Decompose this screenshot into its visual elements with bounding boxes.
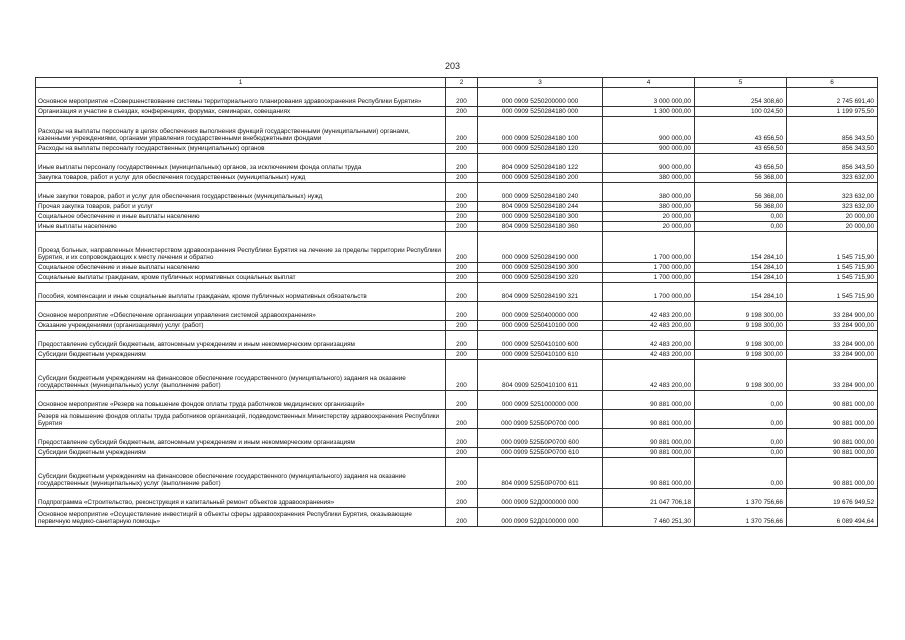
row-budget-code-cell: 000 0909 52Д0000000 000 <box>478 489 603 508</box>
row-admin-code-cell: 200 <box>446 321 478 331</box>
row-remaining-cell: 1 545 715,90 <box>787 273 878 283</box>
table-row <box>36 410 878 429</box>
row-approved-cell: 380 000,00 <box>603 202 695 212</box>
row-name-cell: Оказание учреждениями (организациями) услуг (работ) <box>36 321 446 331</box>
row-admin-code-cell: 200 <box>446 107 478 117</box>
row-budget-code-cell: 000 0909 5250410100 000 <box>478 321 603 331</box>
table-row <box>36 283 878 302</box>
row-executed-cell: 9 198 300,00 <box>695 360 787 391</box>
row-budget-code-cell: 000 0909 5250410100 600 <box>478 331 603 350</box>
table-row <box>36 489 878 508</box>
row-name-cell: Закупка товаров, работ и услуг для обеспечения государственных (муниципальных) нужд <box>36 173 446 183</box>
header-cell: 6 <box>787 78 878 88</box>
row-name-cell: Прочая закупка товаров, работ и услуг <box>36 202 446 212</box>
row-approved-cell: 42 483 200,00 <box>603 360 695 391</box>
row-approved-cell: 90 881 000,00 <box>603 391 695 410</box>
row-executed-cell: 43 656,50 <box>695 117 787 144</box>
row-executed-cell: 0,00 <box>695 212 787 222</box>
row-admin-code-cell: 200 <box>446 350 478 360</box>
row-approved-cell: 1 700 000,00 <box>603 283 695 302</box>
header-cell: 4 <box>603 78 695 88</box>
row-budget-code-cell: 804 0909 5250284180 122 <box>478 154 603 173</box>
table-row <box>36 88 878 107</box>
row-name-cell: Проезд больных, направленных Министерством здравоохранения Республики Бурятия на лечение за пределы территории Республики Бурятия, и их сопровождающих к месту лечения и обратно <box>36 232 446 263</box>
row-budget-code-cell: 000 0909 5250284180 240 <box>478 183 603 202</box>
row-executed-cell: 9 198 300,00 <box>695 302 787 321</box>
row-budget-code-cell: 000 0909 525Б0Р0700 610 <box>478 448 603 458</box>
table-row <box>36 154 878 173</box>
row-admin-code-cell: 200 <box>446 489 478 508</box>
row-budget-code-cell: 000 0909 5250284180 200 <box>478 173 603 183</box>
table-row <box>36 173 878 183</box>
row-executed-cell: 56 368,00 <box>695 173 787 183</box>
table-row <box>36 331 878 350</box>
row-remaining-cell: 90 881 000,00 <box>787 429 878 448</box>
header-cell: 1 <box>36 78 446 88</box>
row-remaining-cell: 90 881 000,00 <box>787 410 878 429</box>
row-approved-cell: 900 000,00 <box>603 117 695 144</box>
row-approved-cell: 380 000,00 <box>603 183 695 202</box>
row-admin-code-cell: 200 <box>446 117 478 144</box>
row-remaining-cell: 33 284 900,00 <box>787 321 878 331</box>
row-admin-code-cell: 200 <box>446 410 478 429</box>
table-row <box>36 232 878 263</box>
row-admin-code-cell: 200 <box>446 202 478 212</box>
row-approved-cell: 380 000,00 <box>603 173 695 183</box>
row-remaining-cell: 856 343,50 <box>787 154 878 173</box>
row-executed-cell: 0,00 <box>695 448 787 458</box>
row-budget-code-cell: 000 0909 5250284190 000 <box>478 232 603 263</box>
row-admin-code-cell: 200 <box>446 88 478 107</box>
table-row <box>36 429 878 448</box>
row-executed-cell: 154 284,10 <box>695 283 787 302</box>
row-budget-code-cell: 804 0909 5250410100 611 <box>478 360 603 391</box>
row-remaining-cell: 33 284 900,00 <box>787 350 878 360</box>
row-admin-code-cell: 200 <box>446 232 478 263</box>
row-approved-cell: 42 483 200,00 <box>603 302 695 321</box>
table-row <box>36 448 878 458</box>
row-executed-cell: 154 284,10 <box>695 263 787 273</box>
table-row <box>36 144 878 154</box>
page-number: 203 <box>444 61 461 71</box>
row-remaining-cell: 20 000,00 <box>787 212 878 222</box>
row-admin-code-cell: 200 <box>446 154 478 173</box>
row-executed-cell: 0,00 <box>695 429 787 448</box>
row-admin-code-cell: 200 <box>446 222 478 232</box>
row-executed-cell: 9 198 300,00 <box>695 321 787 331</box>
row-approved-cell: 42 483 200,00 <box>603 350 695 360</box>
row-name-cell: Иные выплаты населению <box>36 222 446 232</box>
row-budget-code-cell: 000 0909 5250284180 120 <box>478 144 603 154</box>
row-admin-code-cell: 200 <box>446 302 478 321</box>
row-executed-cell: 0,00 <box>695 410 787 429</box>
row-remaining-cell: 33 284 900,00 <box>787 360 878 391</box>
row-name-cell: Субсидии бюджетным учреждениям на финансовое обеспечение государственного (муниципального) задания на оказание государственных (муниципальных) услуг (выполнение работ) <box>36 360 446 391</box>
table-row <box>36 263 878 273</box>
row-budget-code-cell: 000 0909 5250284190 300 <box>478 263 603 273</box>
table-row <box>36 212 878 222</box>
row-approved-cell: 1 700 000,00 <box>603 232 695 263</box>
row-budget-code-cell: 000 0909 525Б0Р0700 600 <box>478 429 603 448</box>
row-executed-cell: 56 368,00 <box>695 183 787 202</box>
row-name-cell: Основное мероприятие «Обеспечение организации управления системой здравоохранения» <box>36 302 446 321</box>
row-name-cell: Основное мероприятие «Осуществление инвестиций в объекты сферы здравоохранения Республики Бурятия, оказывающие первичную медико-санитарную помощь» <box>36 508 446 527</box>
row-executed-cell: 1 370 756,66 <box>695 489 787 508</box>
row-name-cell: Подпрограмма «Строительство, реконструкция и капитальный ремонт объектов здравоохранения» <box>36 489 446 508</box>
row-name-cell: Иные закупки товаров, работ и услуг для обеспечения государственных (муниципальных) нужд <box>36 183 446 202</box>
row-name-cell: Предоставление субсидий бюджетным, автономным учреждениям и иным некоммерческим организациям <box>36 429 446 448</box>
row-remaining-cell: 1 199 975,50 <box>787 107 878 117</box>
row-executed-cell: 0,00 <box>695 222 787 232</box>
header-cell: 5 <box>695 78 787 88</box>
row-budget-code-cell: 000 0909 52Д0100000 000 <box>478 508 603 527</box>
row-admin-code-cell: 200 <box>446 458 478 489</box>
row-admin-code-cell: 200 <box>446 508 478 527</box>
row-name-cell: Организация и участие в съездах, конференциях, форумах, семинарах, совещаниях <box>36 107 446 117</box>
table-header-row <box>36 78 878 88</box>
row-admin-code-cell: 200 <box>446 273 478 283</box>
row-budget-code-cell: 000 0909 5250284190 320 <box>478 273 603 283</box>
row-approved-cell: 90 881 000,00 <box>603 429 695 448</box>
row-approved-cell: 900 000,00 <box>603 154 695 173</box>
table-row <box>36 302 878 321</box>
row-executed-cell: 56 368,00 <box>695 202 787 212</box>
row-approved-cell: 3 000 000,00 <box>603 88 695 107</box>
row-remaining-cell: 1 545 715,90 <box>787 263 878 273</box>
row-budget-code-cell: 000 0909 5250284180 000 <box>478 107 603 117</box>
row-approved-cell: 20 000,00 <box>603 222 695 232</box>
row-executed-cell: 9 198 300,00 <box>695 331 787 350</box>
row-remaining-cell: 856 343,50 <box>787 117 878 144</box>
row-approved-cell: 90 881 000,00 <box>603 448 695 458</box>
row-name-cell: Субсидии бюджетным учреждениям на финансовое обеспечение государственного (муниципального) задания на оказание государственных (муниципальных) услуг (выполнение работ) <box>36 458 446 489</box>
row-admin-code-cell: 200 <box>446 429 478 448</box>
row-admin-code-cell: 200 <box>446 360 478 391</box>
table-row <box>36 458 878 489</box>
row-budget-code-cell: 804 0909 525Б0Р0700 611 <box>478 458 603 489</box>
row-remaining-cell: 90 881 000,00 <box>787 448 878 458</box>
row-admin-code-cell: 200 <box>446 183 478 202</box>
row-admin-code-cell: 200 <box>446 283 478 302</box>
row-remaining-cell: 6 089 494,64 <box>787 508 878 527</box>
row-budget-code-cell: 804 0909 5250284190 321 <box>478 283 603 302</box>
row-executed-cell: 43 656,50 <box>695 144 787 154</box>
table-row <box>36 202 878 212</box>
row-executed-cell: 154 284,10 <box>695 232 787 263</box>
row-executed-cell: 154 284,10 <box>695 273 787 283</box>
row-approved-cell: 1 700 000,00 <box>603 273 695 283</box>
row-executed-cell: 43 656,50 <box>695 154 787 173</box>
row-name-cell: Расходы на выплаты персоналу в целях обеспечения выполнения функций государственными (муниципальными) органами, казенными учреждениями, органами управления государственными внебюджетными фондами <box>36 117 446 144</box>
row-approved-cell: 20 000,00 <box>603 212 695 222</box>
row-budget-code-cell: 000 0909 5250284180 100 <box>478 117 603 144</box>
row-budget-code-cell: 000 0909 5250400000 000 <box>478 302 603 321</box>
row-approved-cell: 1 300 000,00 <box>603 107 695 117</box>
row-admin-code-cell: 200 <box>446 173 478 183</box>
row-executed-cell: 254 308,60 <box>695 88 787 107</box>
budget-table <box>35 77 878 527</box>
row-admin-code-cell: 200 <box>446 144 478 154</box>
table-row <box>36 183 878 202</box>
row-name-cell: Основное мероприятие «Совершенствование системы территориального планирования здравоохранения Республики Бурятия» <box>36 88 446 107</box>
row-name-cell: Резерв на повышение фондов оплаты труда работников организаций, подведомственных Министерству здравоохранения Республики Бурятия <box>36 410 446 429</box>
row-budget-code-cell: 000 0909 5251000000 000 <box>478 391 603 410</box>
row-remaining-cell: 856 343,50 <box>787 144 878 154</box>
row-remaining-cell: 90 881 000,00 <box>787 391 878 410</box>
table-row <box>36 107 878 117</box>
row-name-cell: Социальное обеспечение и иные выплаты населению <box>36 212 446 222</box>
row-approved-cell: 90 881 000,00 <box>603 410 695 429</box>
row-remaining-cell: 323 632,00 <box>787 173 878 183</box>
row-approved-cell: 42 483 200,00 <box>603 331 695 350</box>
row-admin-code-cell: 200 <box>446 448 478 458</box>
row-remaining-cell: 90 881 000,00 <box>787 458 878 489</box>
row-executed-cell: 0,00 <box>695 458 787 489</box>
row-remaining-cell: 1 545 715,90 <box>787 232 878 263</box>
header-cell: 3 <box>478 78 603 88</box>
row-executed-cell: 0,00 <box>695 391 787 410</box>
row-name-cell: Предоставление субсидий бюджетным, автономным учреждениям и иным некоммерческим организациям <box>36 331 446 350</box>
header-cell: 2 <box>446 78 478 88</box>
row-executed-cell: 9 198 300,00 <box>695 350 787 360</box>
row-name-cell: Иные выплаты персоналу государственных (муниципальных) органов, за исключением фонда оплаты труда <box>36 154 446 173</box>
row-approved-cell: 42 483 200,00 <box>603 321 695 331</box>
row-approved-cell: 21 047 706,18 <box>603 489 695 508</box>
row-name-cell: Субсидии бюджетным учреждениям <box>36 448 446 458</box>
row-name-cell: Расходы на выплаты персоналу государственных (муниципальных) органов <box>36 144 446 154</box>
row-admin-code-cell: 200 <box>446 391 478 410</box>
table-row <box>36 222 878 232</box>
row-remaining-cell: 2 745 691,40 <box>787 88 878 107</box>
row-remaining-cell: 323 632,00 <box>787 202 878 212</box>
row-budget-code-cell: 000 0909 5250410100 610 <box>478 350 603 360</box>
row-remaining-cell: 19 676 949,52 <box>787 489 878 508</box>
row-remaining-cell: 1 545 715,90 <box>787 283 878 302</box>
row-name-cell: Социальное обеспечение и иные выплаты населению <box>36 263 446 273</box>
row-admin-code-cell: 200 <box>446 331 478 350</box>
row-approved-cell: 7 460 251,30 <box>603 508 695 527</box>
row-executed-cell: 1 370 756,66 <box>695 508 787 527</box>
row-remaining-cell: 33 284 900,00 <box>787 331 878 350</box>
row-name-cell: Субсидии бюджетным учреждениям <box>36 350 446 360</box>
row-remaining-cell: 20 000,00 <box>787 222 878 232</box>
row-budget-code-cell: 000 0909 525Б0Р0700 000 <box>478 410 603 429</box>
table-row <box>36 350 878 360</box>
row-approved-cell: 90 881 000,00 <box>603 458 695 489</box>
table-row <box>36 117 878 144</box>
table-row <box>36 360 878 391</box>
row-approved-cell: 900 000,00 <box>603 144 695 154</box>
row-remaining-cell: 33 284 900,00 <box>787 302 878 321</box>
row-admin-code-cell: 200 <box>446 263 478 273</box>
row-approved-cell: 1 700 000,00 <box>603 263 695 273</box>
row-name-cell: Пособия, компенсации и иные социальные выплаты гражданам, кроме публичных нормативных обязательств <box>36 283 446 302</box>
row-budget-code-cell: 804 0909 5250284180 244 <box>478 202 603 212</box>
table-row <box>36 391 878 410</box>
row-budget-code-cell: 000 0909 5250200000 000 <box>478 88 603 107</box>
row-executed-cell: 100 024,50 <box>695 107 787 117</box>
table-row <box>36 321 878 331</box>
table-row <box>36 508 878 527</box>
row-admin-code-cell: 200 <box>446 212 478 222</box>
row-remaining-cell: 323 632,00 <box>787 183 878 202</box>
row-budget-code-cell: 804 0909 5250284180 360 <box>478 222 603 232</box>
table-row <box>36 273 878 283</box>
row-name-cell: Основное мероприятие «Резерв на повышение фондов оплаты труда работников медицинских организаций» <box>36 391 446 410</box>
row-name-cell: Социальные выплаты гражданам, кроме публичных нормативных социальных выплат <box>36 273 446 283</box>
row-budget-code-cell: 000 0909 5250284180 300 <box>478 212 603 222</box>
